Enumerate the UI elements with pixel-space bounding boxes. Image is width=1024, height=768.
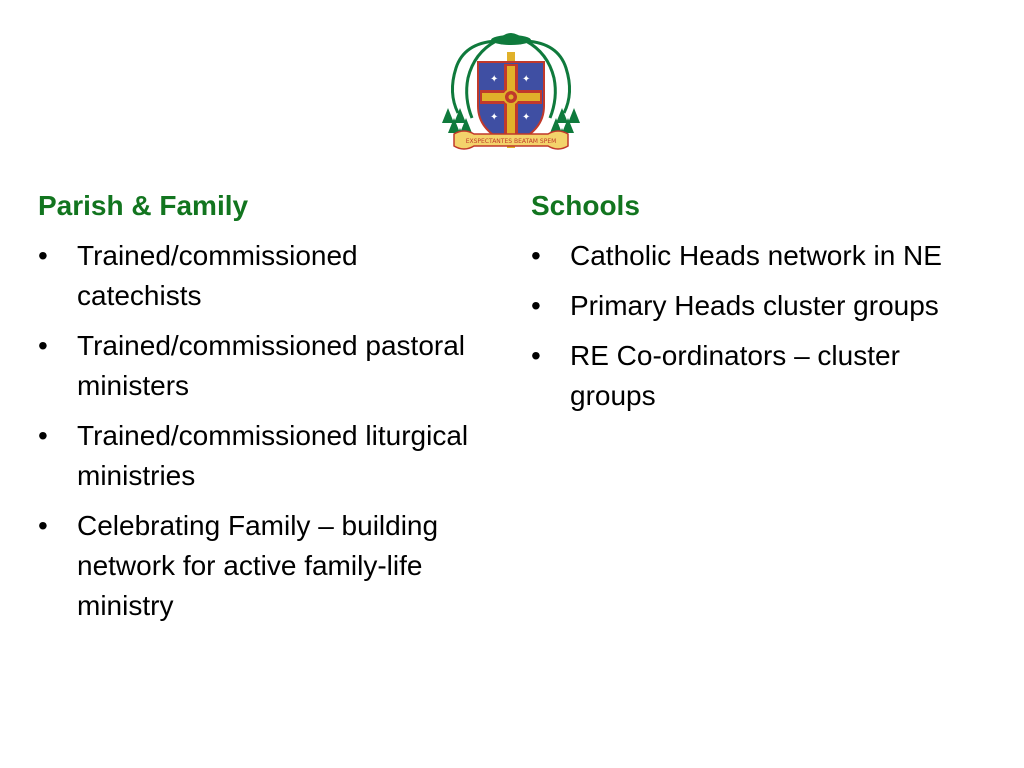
coat-of-arms-logo <box>434 28 588 158</box>
schools-list <box>531 236 971 416</box>
list-item <box>38 416 488 496</box>
list-item-text: Catholic Heads network in NE <box>570 240 942 271</box>
crest-motto: EXSPECTANTES BEATAM SPEM <box>465 138 557 145</box>
list-item-text: Celebrating Family – building network for active family-life ministry <box>77 510 439 621</box>
bullet-icon: • <box>531 340 541 371</box>
svg-text:✦: ✦ <box>490 74 499 85</box>
list-item-text: Trained/commissioned catechists <box>77 240 358 311</box>
bullet-icon: • <box>38 420 48 451</box>
list-item-text: Trained/commissioned pastoral ministers <box>77 330 466 401</box>
svg-text:✦: ✦ <box>522 112 531 123</box>
svg-text:✦: ✦ <box>490 112 499 123</box>
bullet-icon: • <box>38 240 48 271</box>
list-item <box>38 326 488 406</box>
list-item <box>38 236 488 316</box>
bullet-icon: • <box>531 290 541 321</box>
parish-family-column <box>38 186 488 636</box>
schools-heading: Schools <box>531 190 640 221</box>
bullet-icon: • <box>38 510 48 541</box>
list-item-text: Primary Heads cluster groups <box>570 290 939 321</box>
list-item <box>531 236 971 276</box>
schools-column <box>531 186 971 426</box>
bullet-icon: • <box>38 330 48 361</box>
list-item-text: Trained/commissioned liturgical ministries <box>77 420 469 491</box>
list-item <box>531 336 971 416</box>
list-item <box>531 286 971 326</box>
parish-family-heading: Parish & Family <box>38 190 249 221</box>
parish-family-list <box>38 236 488 626</box>
bullet-icon: • <box>531 240 541 271</box>
svg-text:✦: ✦ <box>522 74 531 85</box>
list-item <box>38 506 488 626</box>
list-item-text: RE Co-ordinators – cluster groups <box>570 340 900 411</box>
crest-graphic <box>434 28 588 158</box>
